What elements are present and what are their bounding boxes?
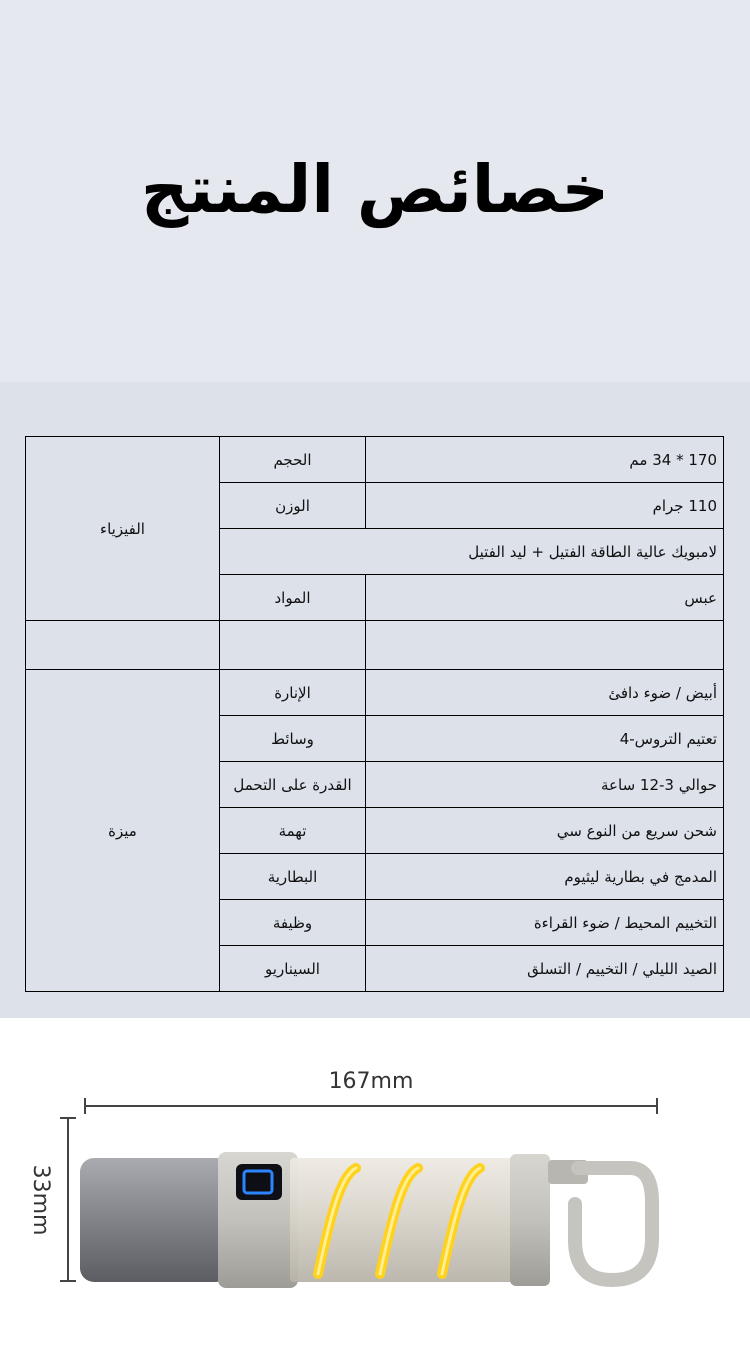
- diameter-dimension: [28, 1118, 76, 1281]
- header-banner: [0, 0, 750, 382]
- label-battery: البطارية: [220, 854, 366, 900]
- flashlight: [80, 1152, 652, 1288]
- length-dimension: [85, 1069, 657, 1114]
- label-charge: تهمة: [220, 808, 366, 854]
- carabiner-hook: [575, 1168, 652, 1280]
- empty-cell: [220, 621, 366, 670]
- label-size: الحجم: [220, 437, 366, 483]
- end-cap: [510, 1154, 550, 1286]
- length-label: 167mm: [328, 1069, 414, 1094]
- group-physics: الفيزياء: [26, 437, 220, 621]
- value-material: عبس: [366, 575, 724, 621]
- label-scenario: السيناريو: [220, 946, 366, 992]
- label-modes: وسائط: [220, 716, 366, 762]
- value-size: 170 * 34 مم: [366, 437, 724, 483]
- page-title: خصائص المنتج: [140, 151, 610, 228]
- spec-table: [25, 436, 724, 992]
- metal-body: [80, 1158, 230, 1282]
- label-lighting: الإنارة: [220, 670, 366, 716]
- diameter-label: 33mm: [28, 1164, 53, 1236]
- label-material: المواد: [220, 575, 366, 621]
- group-feature: ميزة: [26, 670, 220, 992]
- value-scenario: الصيد الليلي / التخييم / التسلق: [366, 946, 724, 992]
- empty-cell: [366, 621, 724, 670]
- value-charge: شحن سريع من النوع سي: [366, 808, 724, 854]
- value-battery: المدمج في بطارية ليثيوم: [366, 854, 724, 900]
- flashlight-illustration: [0, 1018, 750, 1356]
- value-endurance: حوالي 3-12 ساعة: [366, 762, 724, 808]
- table-row: [26, 670, 724, 716]
- table-row: [26, 437, 724, 483]
- value-weight: 110 جرام: [366, 483, 724, 529]
- value-lighting: أبيض / ضوء دافئ: [366, 670, 724, 716]
- label-weight: الوزن: [220, 483, 366, 529]
- value-modes: تعتيم التروس-4: [366, 716, 724, 762]
- product-dimension-diagram: [0, 1018, 750, 1356]
- value-function: التخييم المحيط / ضوء القراءة: [366, 900, 724, 946]
- value-filament: لامبويك عالية الطاقة الفتيل + ليد الفتيل: [220, 529, 724, 575]
- empty-cell: [26, 621, 220, 670]
- label-endurance: القدرة على التحمل: [220, 762, 366, 808]
- label-function: وظيفة: [220, 900, 366, 946]
- table-row-empty: [26, 621, 724, 670]
